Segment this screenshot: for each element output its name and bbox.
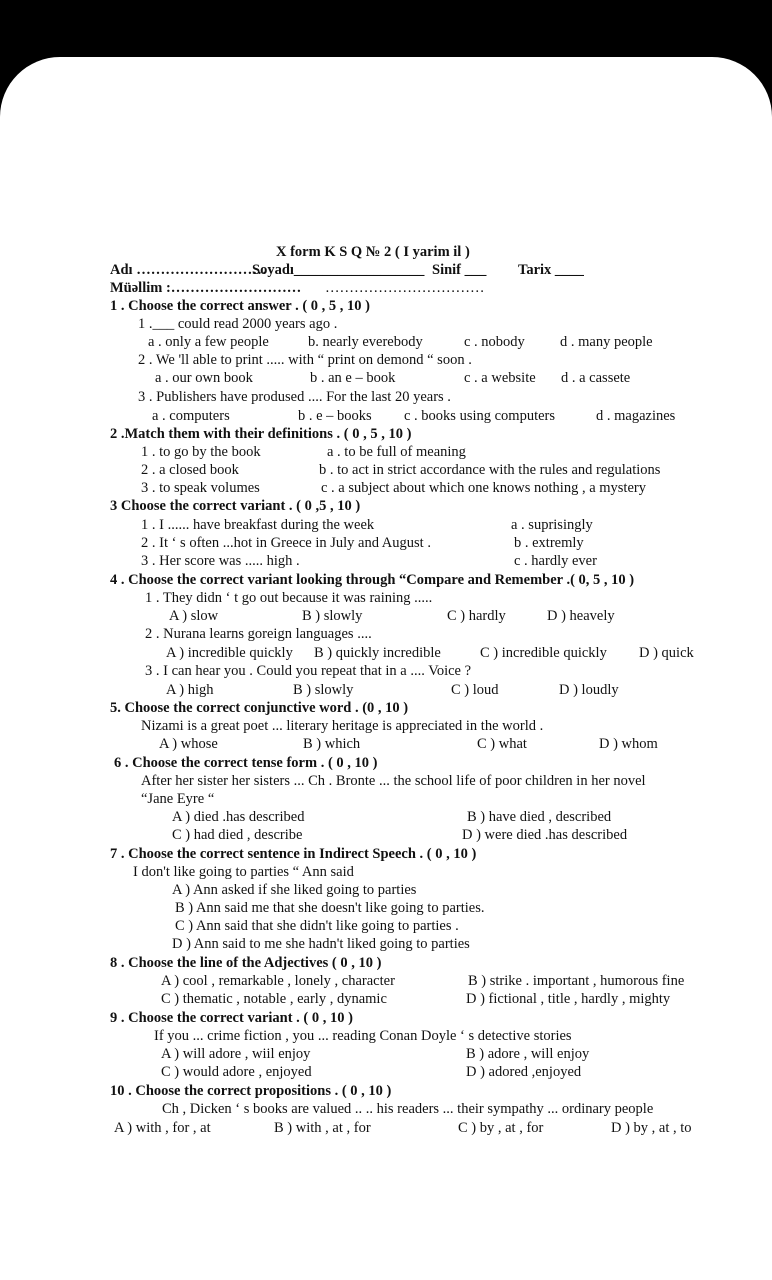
question-heading: 8 . Choose the line of the Adjectives ( 0 , 10 ) <box>110 955 382 971</box>
answer-option: b . e – books <box>298 408 372 424</box>
answer-option: D ) fictional , title , hardly , mighty <box>466 991 671 1007</box>
match-right: b . extremly <box>514 535 584 551</box>
question-stem: Nizami is a great poet ... literary heritage is appreciated in the world . <box>141 718 544 734</box>
match-left: 2 . It ‘ s often ...hot in Greece in July and August . <box>141 535 431 551</box>
answer-option: a . only a few people <box>148 334 269 350</box>
answer-option: b . an e – book <box>310 370 396 386</box>
answer-option: d . a cassete <box>561 370 631 386</box>
question-heading: 7 . Choose the correct sentence in Indirect Speech . ( 0 , 10 ) <box>110 846 477 862</box>
question-stem: I don't like going to parties “ Ann said <box>133 864 354 880</box>
answer-option: A ) slow <box>169 608 219 624</box>
question-stem: Ch , Dicken ‘ s books are valued .. .. his readers ... their sympathy ... ordinary people <box>162 1101 654 1117</box>
class-field: Sinif ___ <box>432 262 487 278</box>
answer-option: B ) adore , will enjoy <box>466 1046 590 1062</box>
match-left: 3 . Her score was ..... high . <box>141 553 300 569</box>
answer-option: D ) adored ,enjoyed <box>466 1064 582 1080</box>
answer-option: B ) with , at , for <box>274 1120 371 1136</box>
answer-option: A ) incredible quickly <box>166 645 293 661</box>
answer-option: d . magazines <box>596 408 676 424</box>
answer-option: A ) with , for , at <box>114 1120 211 1136</box>
answer-option: B ) have died , described <box>467 809 612 825</box>
answer-option: D ) loudly <box>559 682 619 698</box>
question-heading: 6 . Choose the correct tense form . ( 0 , 10 ) <box>114 755 378 771</box>
answer-option: a . our own book <box>155 370 253 386</box>
match-right: c . hardly ever <box>514 553 597 569</box>
question-heading: 1 . Choose the correct answer . ( 0 , 5 , 10 ) <box>110 298 371 314</box>
question-heading: 4 . Choose the correct variant looking through “Compare and Remember .( 0, 5 , 10 ) <box>110 572 635 588</box>
answer-option: B ) slowly <box>293 682 354 698</box>
answer-option: B ) slowly <box>302 608 363 624</box>
answer-option: D ) were died .has described <box>462 827 628 843</box>
answer-option: D ) quick <box>639 645 694 661</box>
question-stem: 3 . Publishers have prodused .... For the last 20 years . <box>138 389 451 405</box>
question-stem: 3 . I can hear you . Could you repeat that in a .... Voice ? <box>145 663 472 679</box>
answer-option: B ) strike . important , humorous fine <box>468 973 685 989</box>
answer-option: D ) by , at , to <box>611 1120 692 1136</box>
question-stem: 1 .___ could read 2000 years ago . <box>138 316 338 332</box>
exam-sheet <box>0 57 772 1280</box>
match-right: b . to act in strict accordance with the rules and regulations <box>319 462 661 478</box>
question-heading: 3 Choose the correct variant . ( 0 ,5 , 10 ) <box>110 498 361 514</box>
question-stem: “Jane Eyre “ <box>141 791 215 807</box>
answer-option: a . computers <box>152 408 230 424</box>
answer-option: C ) had died , describe <box>172 827 303 843</box>
answer-option: D ) heavely <box>547 608 615 624</box>
answer-option: C ) loud <box>451 682 499 698</box>
teacher-field: Müəllim :……………………… <box>110 280 302 296</box>
question-heading: 2 .Match them with their definitions . ( 0 , 5 , 10 ) <box>110 426 412 442</box>
surname-field: Soyadı__________________ <box>252 262 425 278</box>
answer-option: A ) whose <box>159 736 218 752</box>
match-right: a . suprisingly <box>511 517 593 533</box>
match-right: a . to be full of meaning <box>327 444 466 460</box>
question-stem: After her sister her sisters ... Ch . Bronte ... the school life of poor children in her novel <box>141 773 646 789</box>
answer-option: B ) quickly incredible <box>314 645 441 661</box>
match-left: 2 . a closed book <box>141 462 239 478</box>
match-left: 1 . to go by the book <box>141 444 261 460</box>
answer-option: A ) died .has described <box>172 809 305 825</box>
match-right: c . a subject about which one knows nothing , a mystery <box>321 480 646 496</box>
match-left: 3 . to speak volumes <box>141 480 260 496</box>
date-field: Tarix ____ <box>518 262 584 278</box>
answer-option: c . nobody <box>464 334 525 350</box>
answer-option: B ) which <box>303 736 361 752</box>
answer-option: c . books using computers <box>404 408 556 424</box>
answer-option: b. nearly everebody <box>308 334 423 350</box>
name-field: Adı ……………………… <box>110 262 267 278</box>
answer-option: d . many people <box>560 334 653 350</box>
answer-option: C ) thematic , notable , early , dynamic <box>161 991 387 1007</box>
answer-option: B ) Ann said me that she doesn't like going to parties. <box>175 900 485 916</box>
answer-option: A ) will adore , wiil enjoy <box>161 1046 311 1062</box>
answer-option: C ) what <box>477 736 527 752</box>
answer-option: C ) incredible quickly <box>480 645 607 661</box>
answer-option: D ) Ann said to me she hadn't liked going to parties <box>172 936 470 952</box>
question-stem: If you ... crime fiction , you ... reading Conan Doyle ‘ s detective stories <box>154 1028 572 1044</box>
question-stem: 2 . We 'll able to print ..... with “ print on demond “ soon . <box>138 352 472 368</box>
answer-option: D ) whom <box>599 736 658 752</box>
answer-option: c . a website <box>464 370 536 386</box>
answer-option: C ) would adore , enjoyed <box>161 1064 312 1080</box>
question-stem: 2 . Nurana learns goreign languages .... <box>145 626 372 642</box>
answer-option: A ) Ann asked if she liked going to parties <box>172 882 417 898</box>
answer-option: A ) high <box>166 682 214 698</box>
exam-title: X form K S Q № 2 ( I yarim il ) <box>276 244 470 260</box>
match-left: 1 . I ...... have breakfast during the week <box>141 517 375 533</box>
teacher-field-dots: …………………………… <box>325 280 485 296</box>
question-heading: 5. Choose the correct conjunctive word . (0 , 10 ) <box>110 700 409 716</box>
question-stem: 1 . They didn ‘ t go out because it was raining ..... <box>145 590 433 606</box>
answer-option: C ) Ann said that she didn't like going to parties . <box>175 918 459 934</box>
question-heading: 9 . Choose the correct variant . ( 0 , 10 ) <box>110 1010 353 1026</box>
question-heading: 10 . Choose the correct propositions . ( 0 , 10 ) <box>110 1083 392 1099</box>
answer-option: C ) hardly <box>447 608 506 624</box>
answer-option: A ) cool , remarkable , lonely , character <box>161 973 395 989</box>
answer-option: C ) by , at , for <box>458 1120 544 1136</box>
